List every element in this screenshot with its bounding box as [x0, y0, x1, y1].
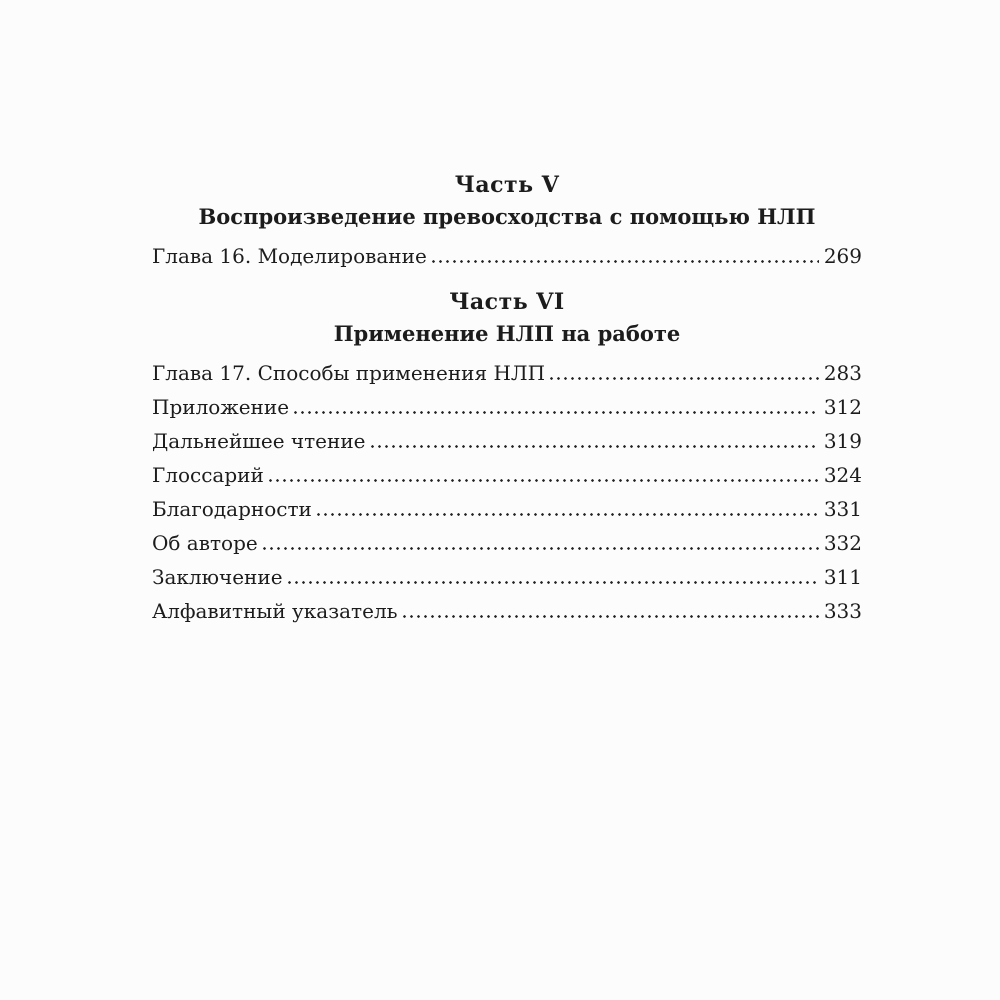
toc-entry-label: Заключение [152, 565, 283, 589]
part-title: Часть VI [449, 289, 565, 315]
dot-leader [288, 581, 819, 584]
toc-entry-label: Алфавитный указатель [152, 599, 398, 623]
toc-entry-page: 269 [823, 244, 862, 268]
toc-entries [152, 239, 862, 273]
toc-entry [152, 594, 862, 628]
toc-entry-label: Глава 17. Способы применения НЛП [152, 361, 546, 385]
toc-entry [152, 492, 862, 526]
dot-leader [269, 479, 819, 482]
toc-entry-label: Глоссарий [152, 463, 264, 487]
toc-entry [152, 560, 862, 594]
toc-entry [152, 239, 862, 273]
toc-entry-page: 283 [823, 361, 862, 385]
toc-entry-label: Дальнейшее чтение [152, 429, 366, 453]
toc-entries [152, 356, 862, 628]
toc-section [152, 288, 862, 628]
toc-entry [152, 356, 862, 390]
toc-entry-page: 332 [823, 531, 862, 555]
toc-entry-page: 319 [823, 429, 862, 453]
toc-entry-page: 312 [823, 395, 862, 419]
toc-entry [152, 390, 862, 424]
toc-entry [152, 458, 862, 492]
dot-leader [317, 513, 819, 516]
toc-entry [152, 424, 862, 458]
table-of-contents [152, 171, 862, 628]
toc-entry-page: 331 [823, 497, 862, 521]
toc-entry [152, 526, 862, 560]
dot-leader [294, 411, 819, 414]
toc-entry-label: Об авторе [152, 531, 258, 555]
dot-leader [550, 377, 819, 380]
toc-entry-page: 311 [823, 565, 862, 589]
toc-entry-label: Благодарности [152, 497, 312, 521]
dot-leader [371, 445, 819, 448]
part-subtitle: Применение НЛП на работе [333, 321, 681, 346]
toc-entry-label: Приложение [152, 395, 290, 419]
toc-entry-label: Глава 16. Моделирование [152, 244, 427, 268]
dot-leader [403, 615, 819, 618]
part-title: Часть V [454, 172, 560, 198]
dot-leader [432, 260, 819, 263]
toc-entry-page: 333 [823, 599, 862, 623]
toc-section [152, 171, 862, 273]
part-subtitle: Воспроизведение превосходства с помощью НЛП [198, 204, 816, 229]
toc-entry-page: 324 [823, 463, 862, 487]
dot-leader [263, 547, 819, 550]
